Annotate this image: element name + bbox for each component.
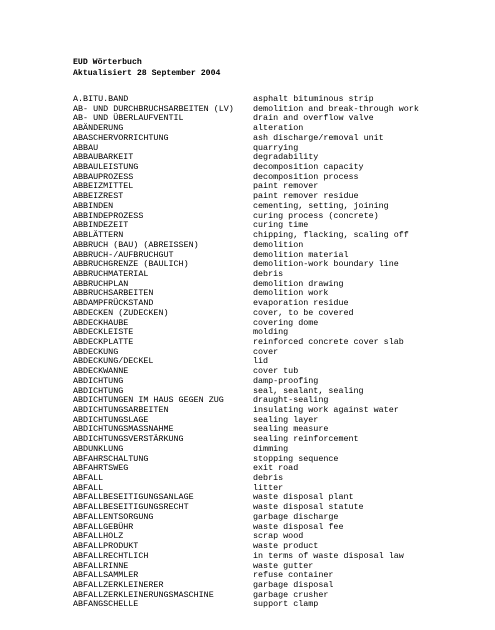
german-term: ABBINDEN xyxy=(73,200,114,211)
english-translation: demolition drawing xyxy=(253,278,344,289)
german-term: ABDECKLEISTE xyxy=(73,327,134,338)
german-term: ABASCHERVORRICHTUNG xyxy=(73,132,169,143)
german-term: ABDICHTUNGSVERSTÄRKUNG xyxy=(73,434,184,445)
english-translation: refuse container xyxy=(253,570,334,581)
english-translation: demolition material xyxy=(253,249,349,260)
german-term: ABDICHTUNG xyxy=(73,385,124,396)
german-term: ABBINDEPROZESS xyxy=(73,210,144,221)
english-translation: molding xyxy=(253,327,289,338)
german-term: ABFALLRINNE xyxy=(73,560,129,571)
german-term: A.BITU.BAND xyxy=(73,94,129,104)
english-translation: debris xyxy=(253,268,284,279)
german-term: ABFALLSAMMLER xyxy=(73,570,139,581)
german-term: AB- UND DURCHBRUCHSARBEITEN (LV) xyxy=(73,103,234,114)
english-translation: chipping, flacking, scaling off xyxy=(253,230,409,241)
german-term: ABBAULEISTUNG xyxy=(73,162,139,173)
english-translation: demolition-work boundary line xyxy=(253,259,399,270)
german-term: ABFALL xyxy=(73,473,104,484)
english-translation: cover xyxy=(253,346,279,357)
english-translation: sealing reinforcement xyxy=(253,434,359,445)
english-translation: demolition work xyxy=(253,288,329,299)
german-term: ABBRUCHPLAN xyxy=(73,278,129,289)
german-term: ABDUNKLUNG xyxy=(73,443,124,454)
english-translation: seal, sealant, sealing xyxy=(253,385,364,396)
english-translation: insulating work against water xyxy=(253,405,399,415)
english-translation: covering dome xyxy=(253,317,319,328)
english-translation: curing process (concrete) xyxy=(253,210,379,221)
german-term: ABDICHTUNGSARBEITEN xyxy=(73,405,169,415)
german-term: ABBAUPROZESS xyxy=(73,171,134,182)
english-translation: in terms of waste disposal law xyxy=(253,550,404,561)
german-term: ABFALLZERKLEINERUNGSMASCHINE xyxy=(73,589,214,600)
english-translation: evaporation residue xyxy=(253,298,349,309)
english-translation: demolition and break-through work xyxy=(253,103,419,114)
english-translation: waste product xyxy=(253,541,319,552)
english-translation: damp-proofing xyxy=(253,375,319,386)
german-term: ABDECKUNG/DECKEL xyxy=(73,356,154,367)
german-term: ABBEIZMITTEL xyxy=(73,181,134,192)
english-translation: waste disposal statute xyxy=(253,502,364,513)
english-translation: lid xyxy=(253,356,269,367)
english-translation: support clamp xyxy=(253,599,319,610)
english-translation: waste disposal plant xyxy=(253,492,354,503)
german-term: ABDECKHAUBE xyxy=(73,317,129,328)
english-translation: waste gutter xyxy=(253,560,314,571)
german-term: ABBAUBARKEIT xyxy=(73,152,134,163)
german-term: ABBEIZREST xyxy=(73,191,124,202)
german-term: ABDAMPFRÜCKSTAND xyxy=(73,298,154,309)
english-translation: quarrying xyxy=(253,142,299,153)
english-translation: sealing measure xyxy=(253,424,329,435)
german-term: ABDECKUNG xyxy=(73,346,119,357)
english-translation: paint remover residue xyxy=(253,191,359,202)
german-term: ABBRUCHSARBEITEN xyxy=(73,288,154,299)
german-term: ABÄNDERUNG xyxy=(73,123,124,134)
english-translation: scrap wood xyxy=(253,531,304,542)
german-term: ABBAU xyxy=(73,142,99,153)
english-translation: draught-sealing xyxy=(253,395,329,406)
english-translation: asphalt bituminous strip xyxy=(253,94,374,104)
german-term: ABBINDEZEIT xyxy=(73,220,129,231)
german-term: AB- UND ÜBERLAUFVENTIL xyxy=(73,113,184,124)
english-translation: demolition xyxy=(253,239,304,250)
german-term: ABDECKWANNE xyxy=(73,366,129,377)
english-translation: garbage disposal xyxy=(253,579,334,590)
german-term: ABFALLGEBÜHR xyxy=(73,521,134,532)
dictionary-entry xyxy=(73,600,473,610)
english-translation: decomposition process xyxy=(253,171,359,182)
german-term: ABFALL xyxy=(73,482,104,493)
english-translation: waste disposal fee xyxy=(253,521,344,532)
english-translation: paint remover xyxy=(253,181,319,192)
german-term: ABFALLRECHTLICH xyxy=(73,550,149,561)
german-term: ABFALLPRODUKT xyxy=(73,541,139,552)
english-translation: debris xyxy=(253,473,284,484)
german-term: ABDECKPLATTE xyxy=(73,336,134,347)
english-translation: cover, to be covered xyxy=(253,307,354,318)
english-translation: curing time xyxy=(253,220,309,231)
dictionary-table xyxy=(73,95,473,610)
english-translation: reinforced concrete cover slab xyxy=(253,336,404,347)
english-translation: drain and overflow valve xyxy=(253,113,374,124)
document-title: EUD Wörterbuch xyxy=(73,58,142,67)
english-translation: decomposition capacity xyxy=(253,162,364,173)
german-term: ABDICHTUNGSMASSNAHME xyxy=(73,424,174,435)
german-term: ABBRUCHGRENZE (BAULICH) xyxy=(73,259,189,270)
german-term: ABFALLENTSORGUNG xyxy=(73,511,154,522)
english-translation: cementing, setting, joining xyxy=(253,200,389,211)
german-term: ABBLÄTTERN xyxy=(73,230,124,241)
english-translation: cover tub xyxy=(253,366,299,377)
german-term: ABFAHRTSWEG xyxy=(73,463,129,474)
german-term: ABFANGSCHELLE xyxy=(73,599,139,610)
german-term: ABDICHTUNGSLAGE xyxy=(73,414,149,425)
english-translation: degradability xyxy=(253,152,319,163)
german-term: ABBRUCH-/AUFBRUCHGUT xyxy=(73,249,174,260)
german-term: ABDECKEN (ZUDECKEN) xyxy=(73,307,169,318)
german-term: ABFALLBESEITIGUNGSRECHT xyxy=(73,502,189,513)
english-translation: dimming xyxy=(253,443,289,454)
english-translation: exit road xyxy=(253,463,299,474)
german-term: ABBRUCH (BAU) (ABREISSEN) xyxy=(73,239,199,250)
german-term: ABBRUCHMATERIAL xyxy=(73,268,149,279)
german-term: ABFALLBESEITIGUNGSANLAGE xyxy=(73,492,194,503)
english-translation: alteration xyxy=(253,123,304,134)
english-translation: stopping sequence xyxy=(253,453,339,464)
english-translation: garbage discharge xyxy=(253,511,339,522)
german-term: ABFAHRSCHALTUNG xyxy=(73,453,149,464)
german-term: ABDICHTUNGEN IM HAUS GEGEN ZUG xyxy=(73,395,224,406)
german-term: ABDICHTUNG xyxy=(73,375,124,386)
english-translation: litter xyxy=(253,482,284,493)
german-term: ABFALLZERKLEINERER xyxy=(73,579,164,590)
english-translation: ash discharge/removal unit xyxy=(253,132,384,143)
english-translation: garbage crusher xyxy=(253,589,329,600)
english-translation: sealing layer xyxy=(253,414,319,425)
german-term: ABFALLHOLZ xyxy=(73,531,124,542)
document-updated-date: Aktualisiert 28 September 2004 xyxy=(73,69,221,78)
